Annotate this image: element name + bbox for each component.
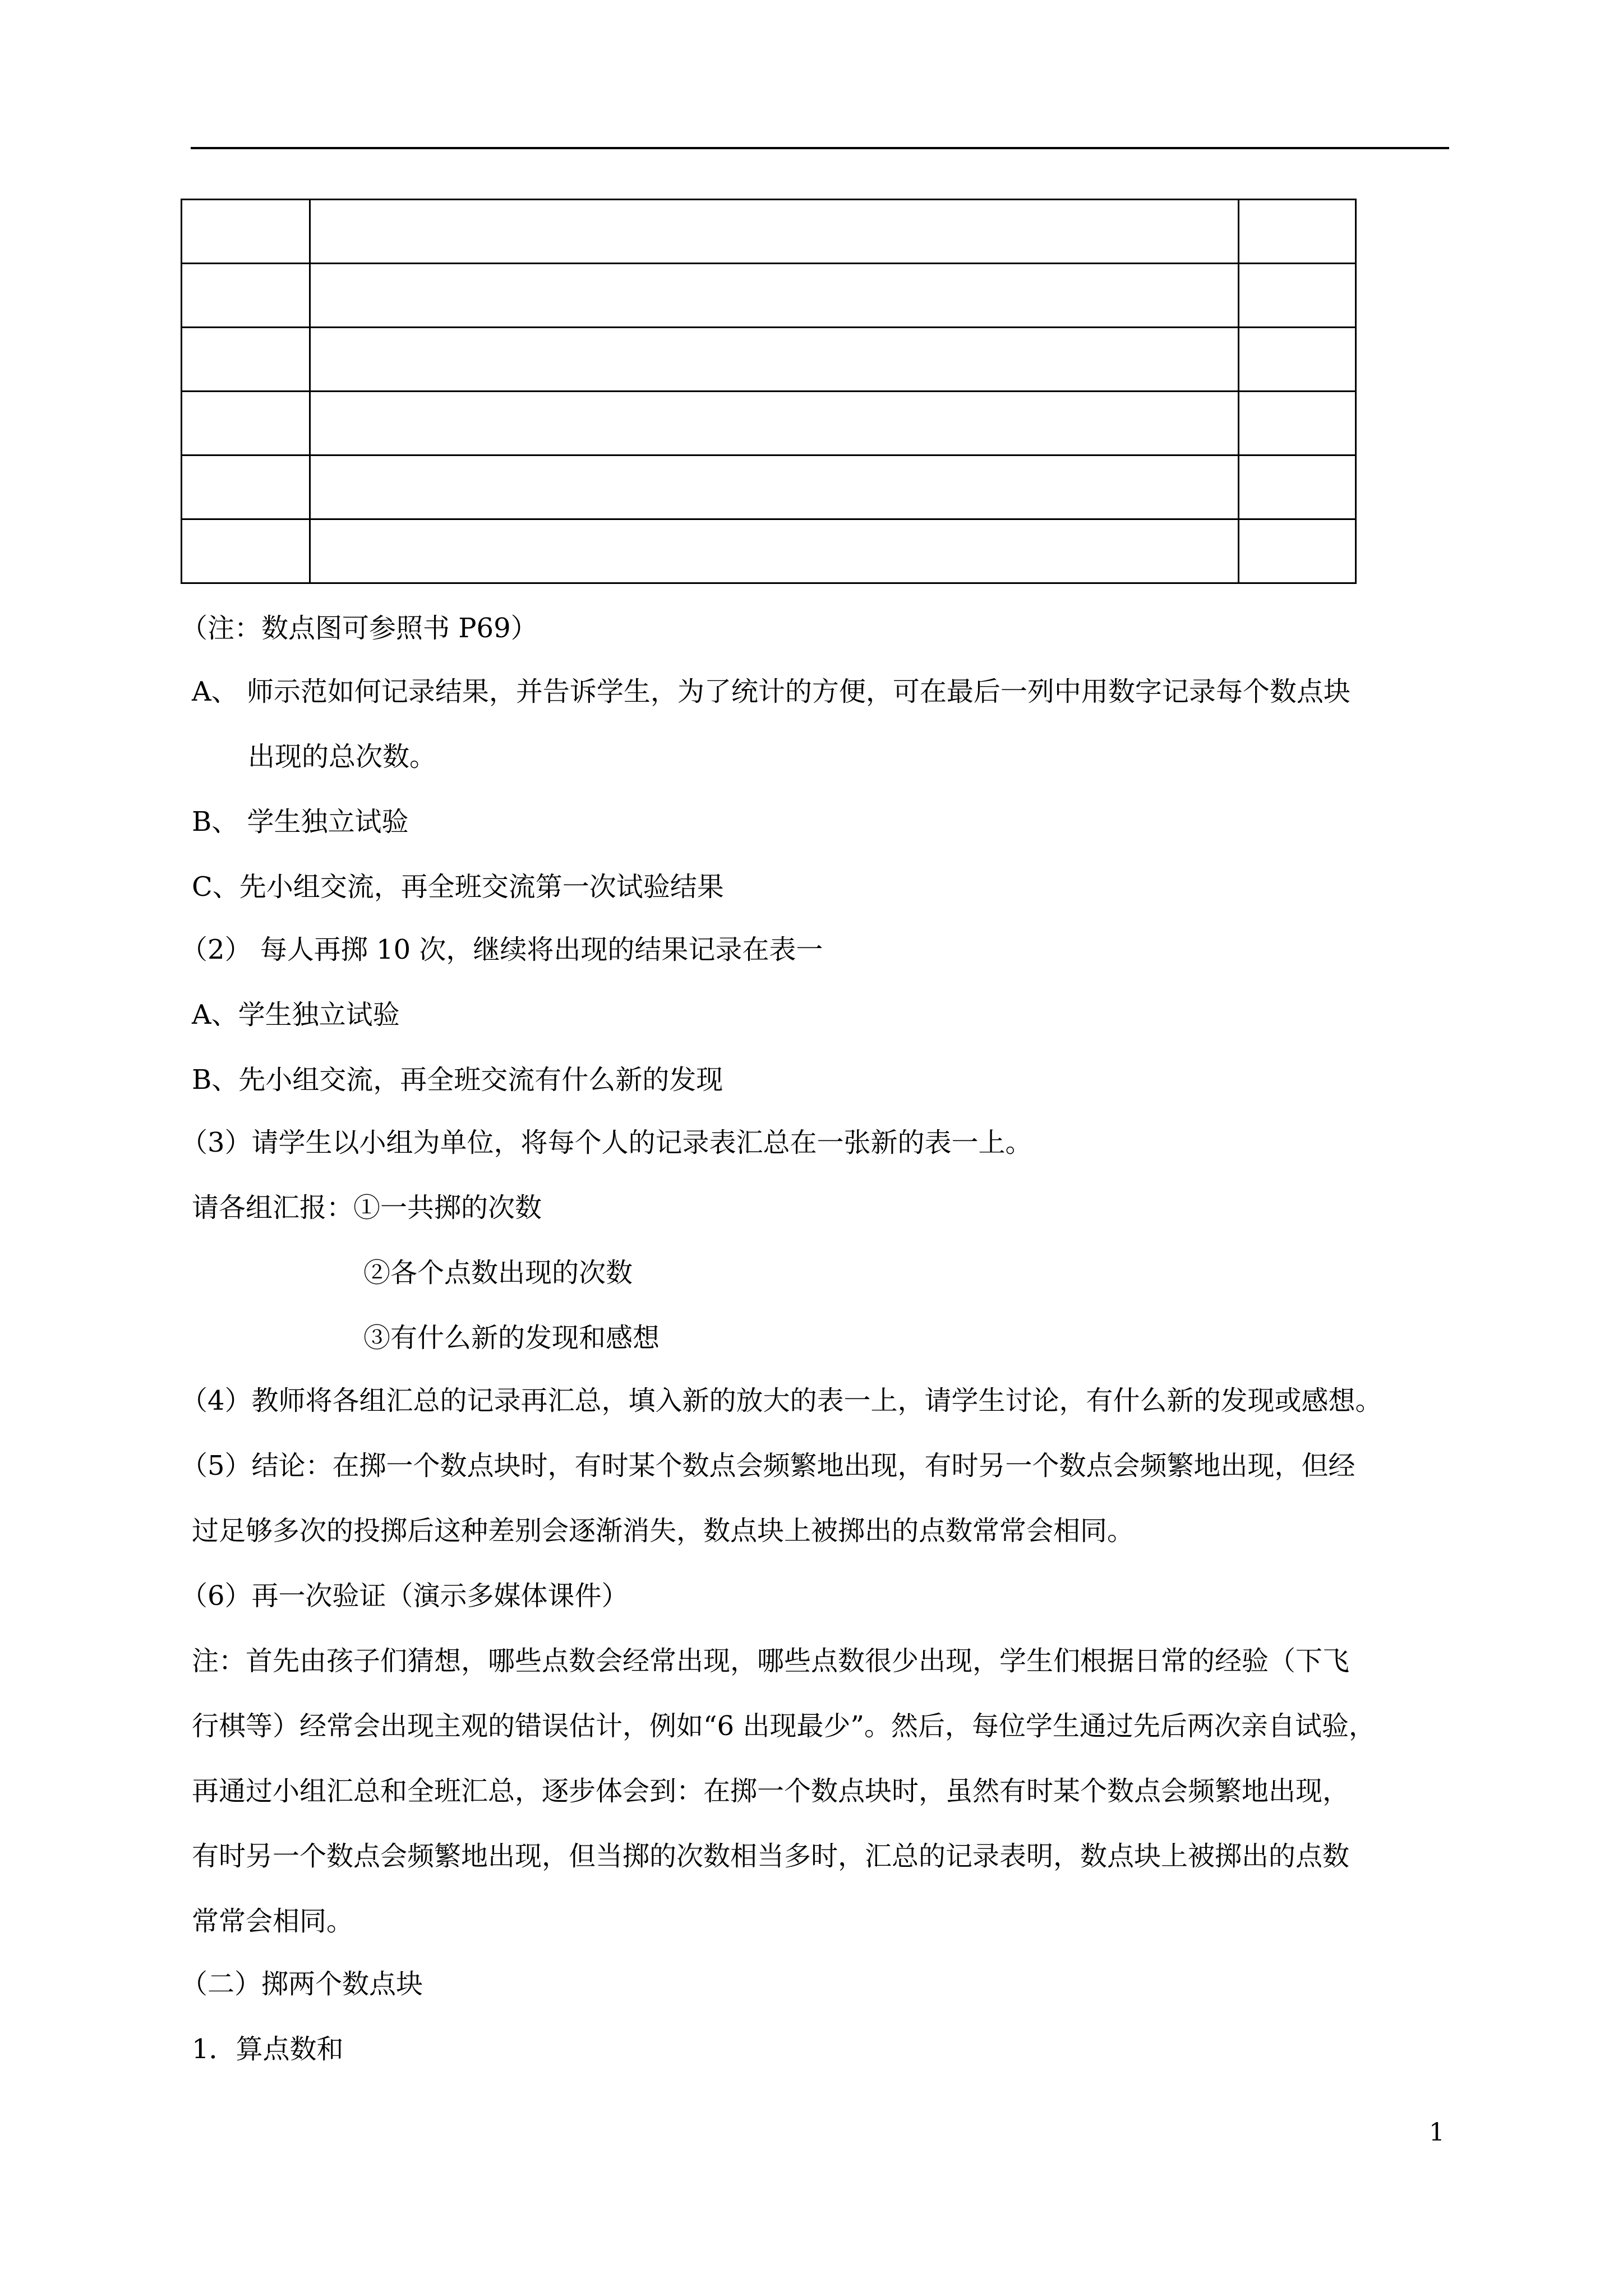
table-cell	[1239, 328, 1356, 392]
table-cell	[182, 264, 310, 328]
table-row	[182, 392, 1356, 455]
step-a-line-2: 出现的总次数。	[248, 741, 437, 772]
item-2-step-b: B、先小组交流，再全班交流有什么新的发现	[192, 1064, 723, 1096]
table-cell	[310, 200, 1239, 264]
step-a-line-1: A、 师示范如何记录结果，并告诉学生，为了统计的方便，可在最后一列中用数字记录每个数点块	[192, 676, 1350, 707]
report-item-3: ③有什么新的发现和感想	[363, 1322, 660, 1354]
item-5-line-2: 过足够多次的投掷后这种差别会逐渐消失，数点块上被掷出的点数常常会相同。	[192, 1515, 1135, 1547]
item-4: （4）教师将各组汇总的记录再汇总，填入新的放大的表一上，请学生讨论，有什么新的发现或感想。	[181, 1385, 1382, 1416]
item-6: （6）再一次验证（演示多媒体课件）	[181, 1580, 629, 1612]
table-row	[182, 264, 1356, 328]
table-cell	[310, 328, 1239, 392]
step-b: B、 学生独立试验	[192, 806, 409, 838]
table-cell	[310, 455, 1239, 519]
table-cell	[182, 200, 310, 264]
table-row	[182, 455, 1356, 519]
table-row	[182, 200, 1356, 264]
table-cell	[182, 455, 310, 519]
note-line-3: 再通过小组汇总和全班汇总，逐步体会到：在掷一个数点块时，虽然有时某个数点会频繁地出现，	[192, 1775, 1350, 1807]
section-two-heading: （二）掷两个数点块	[181, 1968, 423, 2000]
table-cell	[1239, 519, 1356, 583]
page-number: 1	[1429, 2118, 1445, 2147]
header-rule	[191, 147, 1449, 149]
step-c: C、先小组交流，再全班交流第一次试验结果	[192, 871, 724, 903]
note-line-4: 有时另一个数点会频繁地出现，但当掷的次数相当多时，汇总的记录表明，数点块上被掷出的点数	[192, 1841, 1350, 1872]
note-line-5: 常常会相同。	[192, 1906, 354, 1937]
item-2: （2） 每人再掷 10 次，继续将出现的结果记录在表一	[181, 934, 823, 965]
report-item-2: ②各个点数出现的次数	[363, 1257, 633, 1289]
table-cell	[310, 264, 1239, 328]
table-cell	[1239, 455, 1356, 519]
table-cell	[182, 392, 310, 455]
table-cell	[1239, 264, 1356, 328]
table-row	[182, 328, 1356, 392]
table-cell	[1239, 200, 1356, 264]
item-2-step-a: A、学生独立试验	[192, 999, 400, 1030]
record-table	[181, 199, 1357, 584]
item-5-line-1: （5）结论：在掷一个数点块时，有时某个数点会频繁地出现，有时另一个数点会频繁地出现，但经	[181, 1450, 1355, 1481]
item-3: （3）请学生以小组为单位，将每个人的记录表汇总在一张新的表一上。	[181, 1127, 1032, 1158]
table-row	[182, 519, 1356, 583]
subsection-1-heading: 1．算点数和	[192, 2033, 344, 2065]
table-cell	[310, 519, 1239, 583]
report-heading: 请各组汇报：①一共掷的次数	[192, 1192, 542, 1223]
table-cell	[310, 392, 1239, 455]
table-cell	[1239, 392, 1356, 455]
note-line-2: 行棋等）经常会出现主观的错误估计，例如“6 出现最少”。然后，每位学生通过先后两次亲自试验，	[192, 1710, 1376, 1742]
table-cell	[182, 328, 310, 392]
note-line-1: 注：首先由孩子们猜想，哪些点数会经常出现，哪些点数很少出现，学生们根据日常的经验（下飞	[192, 1645, 1350, 1677]
table-cell	[182, 519, 310, 583]
table-note: （注：数点图可参照书 P69）	[181, 613, 538, 644]
